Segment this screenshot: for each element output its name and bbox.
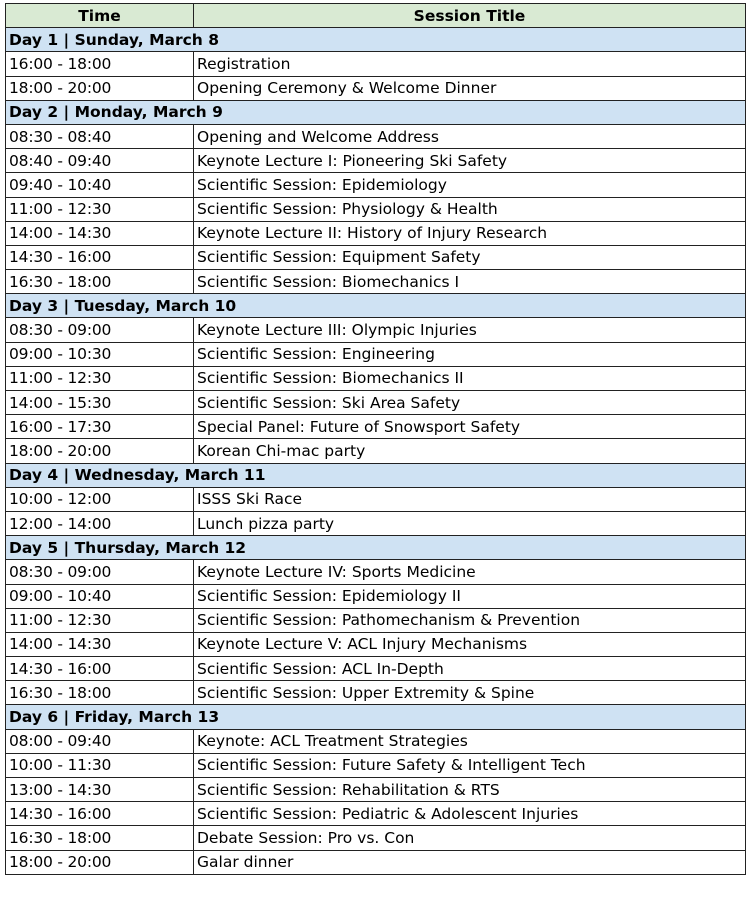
- session-title: Scientific Session: Physiology & Health: [194, 197, 746, 221]
- session-title: Korean Chi-mac party: [194, 439, 746, 463]
- header-row: [6, 4, 746, 28]
- session-time: 12:00 - 14:00: [6, 511, 194, 535]
- session-row: [6, 76, 746, 100]
- session-time: 11:00 - 12:30: [6, 197, 194, 221]
- session-time: 14:30 - 16:00: [6, 245, 194, 269]
- session-time: 08:00 - 09:40: [6, 729, 194, 753]
- session-title: Scientific Session: Epidemiology II: [194, 584, 746, 608]
- session-time: 13:00 - 14:30: [6, 778, 194, 802]
- session-time: 08:40 - 09:40: [6, 149, 194, 173]
- session-row: [6, 632, 746, 656]
- session-row: [6, 318, 746, 342]
- session-title: Scientific Session: Equipment Safety: [194, 245, 746, 269]
- session-row: [6, 681, 746, 705]
- session-title: Debate Session: Pro vs. Con: [194, 826, 746, 850]
- session-title: Keynote: ACL Treatment Strategies: [194, 729, 746, 753]
- session-time: 11:00 - 12:30: [6, 366, 194, 390]
- session-time: 16:30 - 18:00: [6, 681, 194, 705]
- session-row: [6, 511, 746, 535]
- session-row: [6, 391, 746, 415]
- session-row: [6, 657, 746, 681]
- session-title: Scientific Session: Epidemiology: [194, 173, 746, 197]
- column-header-time: Time: [6, 4, 194, 28]
- session-row: [6, 124, 746, 148]
- session-title: Registration: [194, 52, 746, 76]
- session-time: 08:30 - 09:00: [6, 318, 194, 342]
- session-time: 14:00 - 15:30: [6, 391, 194, 415]
- schedule-table: [5, 3, 746, 875]
- session-row: [6, 245, 746, 269]
- session-row: [6, 149, 746, 173]
- session-title: Keynote Lecture I: Pioneering Ski Safety: [194, 149, 746, 173]
- session-title: Opening and Welcome Address: [194, 124, 746, 148]
- session-title: ISSS Ski Race: [194, 487, 746, 511]
- session-row: [6, 221, 746, 245]
- session-time: 10:00 - 12:00: [6, 487, 194, 511]
- session-row: [6, 753, 746, 777]
- session-time: 09:40 - 10:40: [6, 173, 194, 197]
- session-row: [6, 826, 746, 850]
- session-time: 14:30 - 16:00: [6, 657, 194, 681]
- session-row: [6, 197, 746, 221]
- session-time: 18:00 - 20:00: [6, 850, 194, 874]
- column-header-session-title: Session Title: [194, 4, 746, 28]
- session-row: [6, 608, 746, 632]
- session-time: 14:00 - 14:30: [6, 632, 194, 656]
- day-label: Day 1 | Sunday, March 8: [6, 28, 746, 52]
- session-title: Scientific Session: Biomechanics I: [194, 270, 746, 294]
- session-title: Keynote Lecture III: Olympic Injuries: [194, 318, 746, 342]
- session-title: Keynote Lecture II: History of Injury Research: [194, 221, 746, 245]
- session-time: 14:30 - 16:00: [6, 802, 194, 826]
- session-title: Scientific Session: Engineering: [194, 342, 746, 366]
- session-time: 16:30 - 18:00: [6, 826, 194, 850]
- session-row: [6, 584, 746, 608]
- day-label: Day 6 | Friday, March 13: [6, 705, 746, 729]
- session-row: [6, 778, 746, 802]
- session-time: 16:30 - 18:00: [6, 270, 194, 294]
- session-title: Lunch pizza party: [194, 511, 746, 535]
- session-row: [6, 173, 746, 197]
- session-title: Scientific Session: Pediatric & Adolescent Injuries: [194, 802, 746, 826]
- session-title: Keynote Lecture IV: Sports Medicine: [194, 560, 746, 584]
- day-header-row: [6, 294, 746, 318]
- session-row: [6, 342, 746, 366]
- session-time: 08:30 - 09:00: [6, 560, 194, 584]
- session-row: [6, 270, 746, 294]
- session-time: 09:00 - 10:30: [6, 342, 194, 366]
- day-label: Day 4 | Wednesday, March 11: [6, 463, 746, 487]
- session-row: [6, 560, 746, 584]
- schedule-body: [6, 28, 746, 875]
- session-title: Scientific Session: Biomechanics II: [194, 366, 746, 390]
- session-row: [6, 487, 746, 511]
- session-title: Scientific Session: Upper Extremity & Spine: [194, 681, 746, 705]
- session-row: [6, 802, 746, 826]
- session-time: 14:00 - 14:30: [6, 221, 194, 245]
- session-row: [6, 439, 746, 463]
- session-time: 08:30 - 08:40: [6, 124, 194, 148]
- session-time: 18:00 - 20:00: [6, 439, 194, 463]
- session-row: [6, 415, 746, 439]
- session-time: 10:00 - 11:30: [6, 753, 194, 777]
- session-title: Keynote Lecture V: ACL Injury Mechanisms: [194, 632, 746, 656]
- session-title: Scientific Session: Rehabilitation & RTS: [194, 778, 746, 802]
- day-header-row: [6, 28, 746, 52]
- session-time: 18:00 - 20:00: [6, 76, 194, 100]
- day-header-row: [6, 100, 746, 124]
- day-label: Day 3 | Tuesday, March 10: [6, 294, 746, 318]
- day-header-row: [6, 536, 746, 560]
- day-header-row: [6, 463, 746, 487]
- session-row: [6, 52, 746, 76]
- session-title: Scientific Session: Future Safety & Intelligent Tech: [194, 753, 746, 777]
- day-label: Day 5 | Thursday, March 12: [6, 536, 746, 560]
- session-title: Scientific Session: Ski Area Safety: [194, 391, 746, 415]
- day-label: Day 2 | Monday, March 9: [6, 100, 746, 124]
- session-title: Special Panel: Future of Snowsport Safety: [194, 415, 746, 439]
- session-title: Scientific Session: Pathomechanism & Prevention: [194, 608, 746, 632]
- session-row: [6, 366, 746, 390]
- day-header-row: [6, 705, 746, 729]
- session-row: [6, 850, 746, 874]
- session-time: 11:00 - 12:30: [6, 608, 194, 632]
- session-title: Scientific Session: ACL In-Depth: [194, 657, 746, 681]
- session-title: Galar dinner: [194, 850, 746, 874]
- session-title: Opening Ceremony & Welcome Dinner: [194, 76, 746, 100]
- session-time: 16:00 - 17:30: [6, 415, 194, 439]
- session-time: 09:00 - 10:40: [6, 584, 194, 608]
- session-time: 16:00 - 18:00: [6, 52, 194, 76]
- session-row: [6, 729, 746, 753]
